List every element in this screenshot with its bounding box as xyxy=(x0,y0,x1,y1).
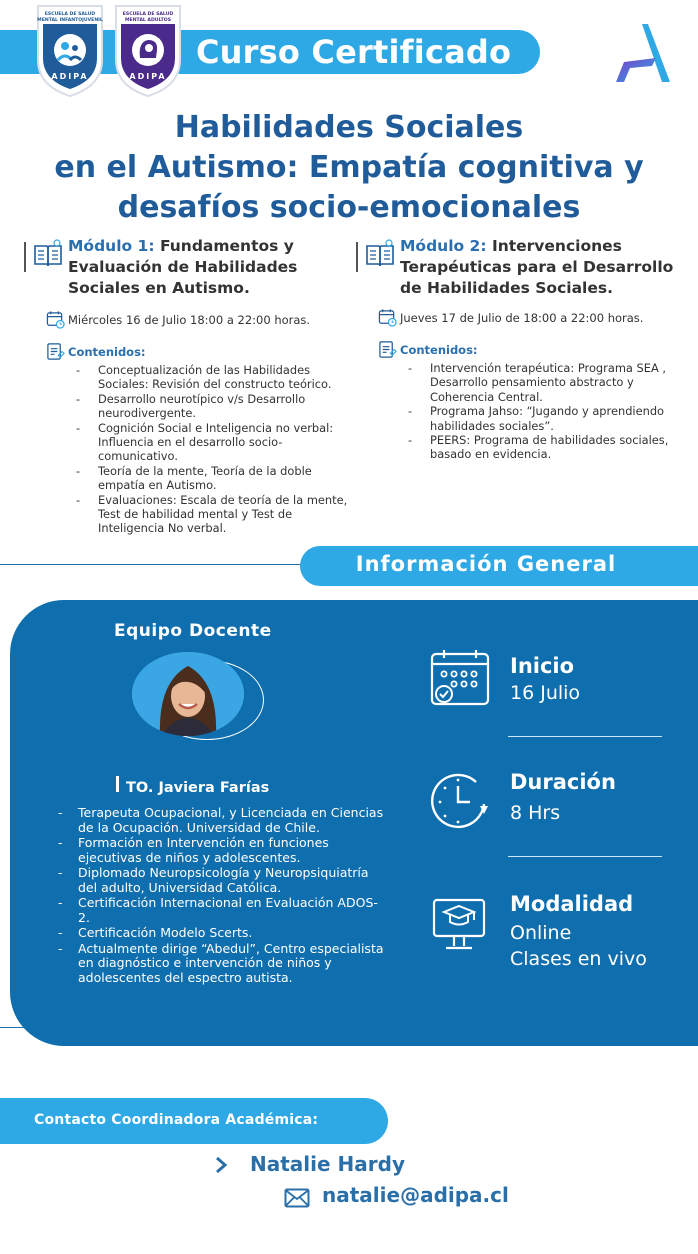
document-list-icon xyxy=(378,340,397,359)
module-2-contents-heading xyxy=(354,341,694,359)
open-book-icon xyxy=(364,238,396,270)
teacher-name: TO. Javiera Farías xyxy=(126,780,270,796)
list-item: - Actualmente dirige “Abedul”, Centro especialista en diagnóstico e intervención de niños y adolescentes del espectro autista. xyxy=(58,942,388,986)
module-2 xyxy=(354,236,694,462)
contact-name: Natalie Hardy xyxy=(250,1152,405,1176)
fact-start-value: 16 Julio xyxy=(510,682,581,704)
teaching-team-label: Equipo Docente xyxy=(114,621,272,641)
course-title xyxy=(0,108,698,228)
teacher-name-marker xyxy=(116,776,119,792)
school-logo-right-brand: ADIPA xyxy=(129,72,167,81)
fact-start-label: Inicio xyxy=(510,654,575,678)
module-2-title xyxy=(400,236,694,299)
module-1 xyxy=(22,236,352,536)
module-2-date xyxy=(354,309,694,327)
list-item: - Cognición Social e Inteligencia no verbal: Influencia en el desarrollo socio-comunicativo. xyxy=(76,421,352,464)
clock-icon xyxy=(430,770,492,832)
fact-duration-value: 8 Hrs xyxy=(510,802,561,824)
list-item: - Teoría de la mente, Teoría de la doble empatía en Autismo. xyxy=(76,464,352,493)
course-title-line-1: Habilidades Sociales xyxy=(174,110,524,145)
online-class-monitor-icon xyxy=(430,894,492,956)
divider xyxy=(508,736,662,737)
teacher-portrait-icon xyxy=(132,652,244,736)
module-2-header xyxy=(354,236,694,299)
school-logo-left-brand: ADIPA xyxy=(51,72,89,81)
school-logo-right-caption: ESCUELA DE SALUD MENTAL ADULTOS xyxy=(122,12,174,23)
calendar-clock-icon xyxy=(378,308,397,327)
course-title-line-2: en el Autismo: Empatía cognitiva y xyxy=(54,150,644,185)
document-list-icon xyxy=(46,342,65,361)
list-item: - Certificación Internacional en Evaluación ADOS-2. xyxy=(58,896,388,925)
fact-mode-value-1: Online xyxy=(510,922,572,944)
module-2-date-text: Jueves 17 de Julio de 18:00 a 22:00 horas. xyxy=(400,311,644,325)
fact-mode-value-2: Clases en vivo xyxy=(510,948,647,970)
fact-duration-label: Duración xyxy=(510,770,616,794)
module-1-date xyxy=(22,311,352,329)
course-title-line-3: desafíos socio-emocionales xyxy=(117,190,581,225)
divider xyxy=(508,856,662,857)
module-2-number: Módulo 2: xyxy=(400,237,487,255)
module-1-contents-label: Contenidos: xyxy=(68,345,146,359)
list-item: - Conceptualización de las Habilidades Sociales: Revisión del constructo teórico. xyxy=(76,363,352,392)
list-item: - Desarrollo neurotípico v/s Desarrollo neurodivergente. xyxy=(76,392,352,421)
list-item: - Intervención terapéutica: Programa SEA , Desarrollo pensamiento abstracto y Coherencia Central. xyxy=(408,361,694,404)
contact-title: Contacto Coordinadora Académica: xyxy=(34,1112,319,1128)
calendar-clock-icon xyxy=(46,310,65,329)
module-1-header xyxy=(22,236,352,299)
module-2-title-text: Intervenciones Terapéuticas para el Desarrollo de Habilidades Sociales. xyxy=(400,237,674,297)
list-item: - Diplomado Neuropsicología y Neuropsiquiatría del adulto, Universidad Católica. xyxy=(58,866,388,895)
module-2-contents-list xyxy=(354,361,694,462)
open-book-icon xyxy=(32,238,64,270)
teacher-cv-list xyxy=(58,806,388,986)
module-1-title-text: Fundamentos y Evaluación de Habilidades Sociales en Autismo. xyxy=(68,237,298,297)
module-1-contents-list xyxy=(22,363,352,536)
module-1-date-text: Miércoles 16 de Julio 18:00 a 22:00 horas. xyxy=(68,313,311,327)
list-item: - Certificación Modelo Scerts. xyxy=(58,926,388,941)
general-info-title: Información General xyxy=(355,552,617,576)
list-item: - Evaluaciones: Escala de teoría de la mente, Test de habilidad mental y Test de Inteligencia No verbal. xyxy=(76,493,352,536)
adipa-a-logo-icon xyxy=(612,22,672,84)
module-1-contents-heading xyxy=(22,343,352,361)
contact-email-link[interactable]: natalie@adipa.cl xyxy=(322,1183,509,1207)
list-item: - Formación en Intervención en funciones ejecutivas de niños y adolescentes. xyxy=(58,836,388,865)
module-2-contents-label: Contenidos: xyxy=(400,343,478,357)
calendar-check-icon xyxy=(430,648,492,710)
course-badge-title: Curso Certificado xyxy=(196,33,512,71)
teacher-photo xyxy=(132,652,244,736)
list-item: - Terapeuta Ocupacional, y Licenciada en Ciencias de la Ocupación. Universidad de Chile. xyxy=(58,806,388,835)
fact-mode-label: Modalidad xyxy=(510,892,634,916)
school-logo-left-caption: ESCUELA DE SALUD MENTAL INFANTOJUVENIL xyxy=(37,12,103,23)
module-1-title xyxy=(68,236,352,299)
chevron-right-icon xyxy=(214,1156,228,1174)
list-item: - Programa Jahso: “Jugando y aprendiendo habilidades sociales”. xyxy=(408,404,694,433)
fact-mode-value xyxy=(510,920,647,972)
module-1-number: Módulo 1: xyxy=(68,237,155,255)
mail-icon xyxy=(284,1188,310,1208)
list-item: - PEERS: Programa de habilidades sociales, basado en evidencia. xyxy=(408,433,694,462)
